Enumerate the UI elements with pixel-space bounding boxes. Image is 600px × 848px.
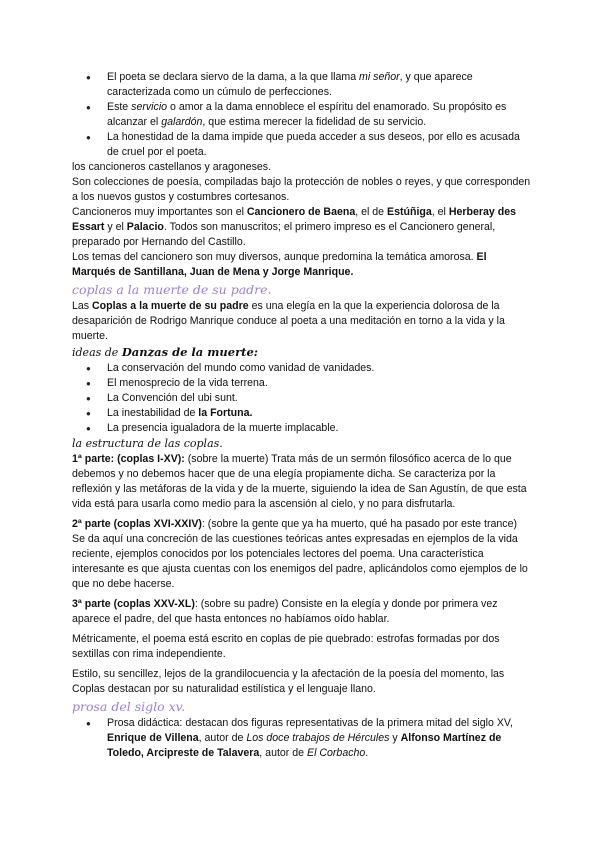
list-item: ● La honestidad de la dama impide que pueda acceder a sus deseos, por ello es acusada de cruel por el poeta. bbox=[72, 130, 532, 160]
ideas-heading: ideas de Danzas de la muerte: bbox=[72, 345, 259, 359]
cancioneros-definition: Son colecciones de poesía, compiladas bajo la protección de nobles o reyes, y que corresponden a los nuevos gustos y costumbres cortesanos. bbox=[72, 176, 531, 203]
prosa-list bbox=[72, 716, 532, 761]
style-paragraph: Estilo, su sencillez, lejos de la grandilocuencia y la afectación de la poesía del momento, las Coplas destacan por su naturalidad estilística y el lenguaje llano. bbox=[72, 668, 505, 695]
list-item: ● La conservación del mundo como vanidad de vanidades. bbox=[72, 361, 532, 376]
list-item: ● La inestabilidad de la Fortuna. bbox=[72, 406, 532, 421]
metrics-paragraph: Métricamente, el poema está escrito en coplas de pie quebrado: estrofas formadas por dos sextillas con rima independiente. bbox=[72, 633, 500, 660]
part-2: 2ª parte (coplas XVI-XXIV): (sobre la gente que ya ha muerto, qué ha pasado por este trance) Se da aquí una concreción de las cuestiones teóricas antes expresadas en ejemplos de la vida reciente, ejemplos conocidos por los potenciales lectores del poema. Una característica interesante es que ajusta cuentas con los enemigos del padre, aplicándolos como ejemplos de lo que no debe hacerse. bbox=[72, 518, 528, 590]
cancioneros-line: los cancioneros castellanos y aragoneses. bbox=[72, 161, 272, 173]
list-item: ● Este servicio o amor a la dama ennoblece el espíritu del enamorado. Su propósito es alcanzar el galardón, que estima merecer la fidelidad de su servicio. bbox=[72, 100, 532, 130]
coplas-heading: coplas a la muerte de su padre. bbox=[72, 282, 272, 297]
ideas-list bbox=[72, 361, 532, 436]
part-3: 3ª parte (coplas XXV-XL): (sobre su padre) Consiste en la elegía y donde por primera vez aparece el padre, del que hasta entonces no habíamos oído hablar. bbox=[72, 598, 498, 625]
list-item: ● La presencia igualadora de la muerte implacable. bbox=[72, 421, 532, 436]
document-content bbox=[72, 70, 532, 761]
cancioneros-important: Cancioneros muy importantes son el Cancionero de Baena, el de Estúñiga, el Herberay des Essart y el Palacio. Todos son manuscritos; el primero impreso es el Cancionero general, preparado por Hernando del Castillo. bbox=[72, 206, 516, 248]
list-item: ● Prosa didáctica: destacan dos figuras representativas de la primera mitad del siglo XV, Enrique de Villena, autor de Los doce trabajos de Hércules y Alfonso Martínez de Toledo, Arcipreste de Talavera, autor de El Corbacho. bbox=[72, 716, 532, 761]
structure-heading: la estructura de las coplas. bbox=[72, 437, 223, 450]
list-item: ● El poeta se declara siervo de la dama, a la que llama mi señor, y que aparece caracterizada como un cúmulo de perfecciones. bbox=[72, 70, 532, 100]
part-1: 1ª parte: (coplas I-XV): (sobre la muerte) Trata más de un sermón filosófico acerca de lo que debemos y no debemos hacer que de una elegía propiamente dicha. Se caracteriza por la reflexión y las metáforas de la vida y de la muerte, siguiendo la idea de San Agustín, de que esta vida está para usarla como medio para la ascensión al cielo, y no para disfrutarla. bbox=[72, 453, 527, 510]
list-item: ● El menosprecio de la vida terrena. bbox=[72, 376, 532, 391]
bullet-list-cortes-love bbox=[72, 70, 532, 160]
coplas-intro: Las Coplas a la muerte de su padre es una elegía en la que la experiencia dolorosa de la desaparición de Rodrigo Manrique conduce al poeta a una meditación en torno a la vida y la muerte. bbox=[72, 300, 505, 342]
list-item: ● La Convención del ubi sunt. bbox=[72, 391, 532, 406]
prosa-heading: prosa del siglo xv. bbox=[72, 699, 186, 714]
cancioneros-themes: Los temas del cancionero son muy diversos, aunque predomina la temática amorosa. El Marqués de Santillana, Juan de Mena y Jorge Manrique. bbox=[72, 251, 487, 278]
